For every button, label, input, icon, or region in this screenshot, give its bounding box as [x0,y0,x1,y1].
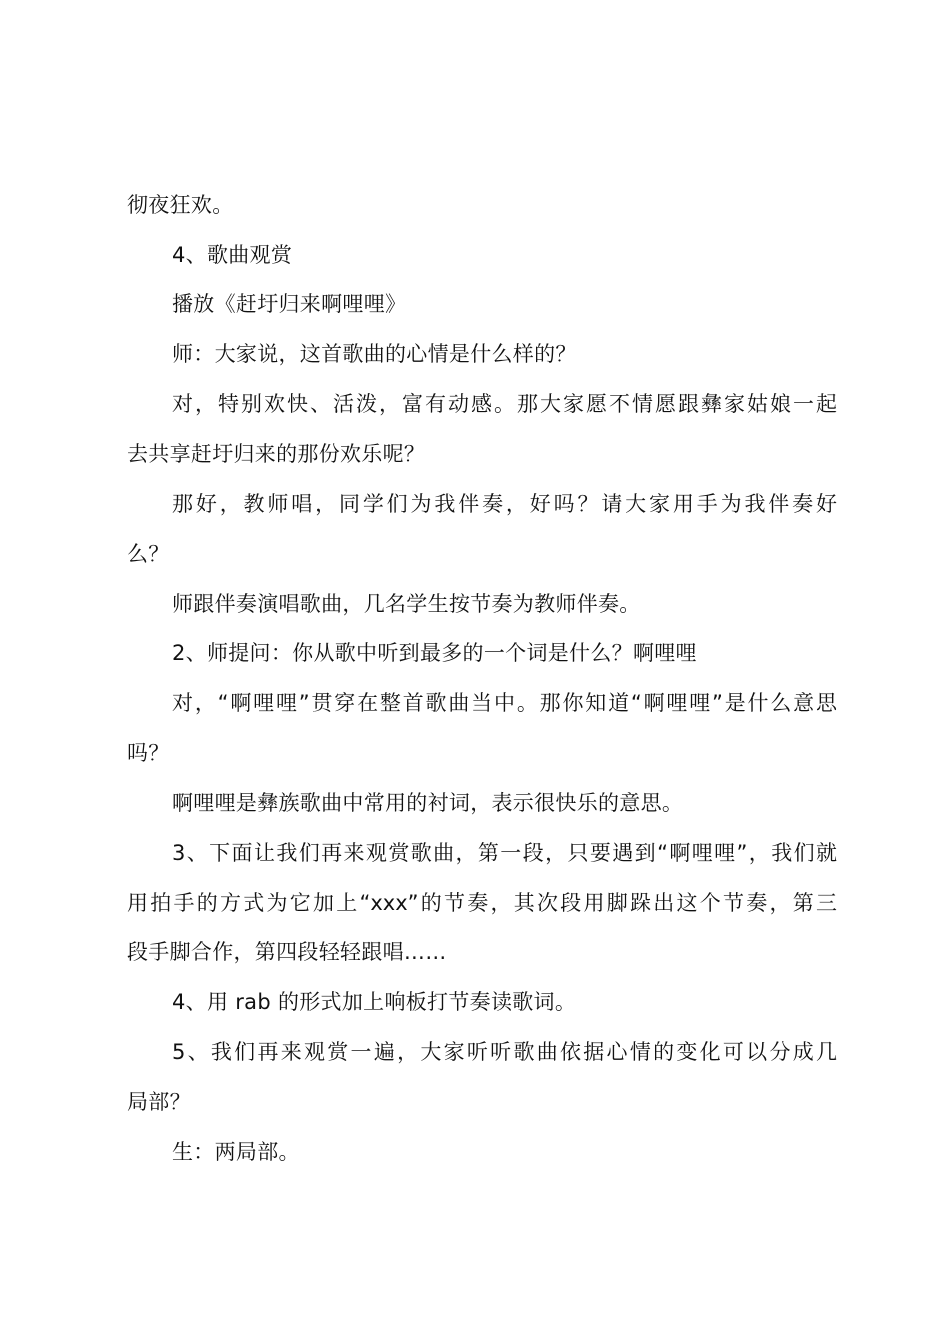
text-line-10: 2、师提问：你从歌中听到最多的一个词是什么？啊哩哩 [172,641,697,665]
text-line-2: 4、歌曲观赏 [172,243,293,267]
text-line-17: 4、用 rab 的形式加上响板打节奏读歌词。 [172,990,577,1014]
text-line-14: 3、下面让我们再来观赏歌曲，第一段，只要遇到“啊哩哩”，我们就 [172,841,837,865]
text-line-12: 吗？ [127,741,170,765]
text-line-9: 师跟伴奏演唱歌曲，几名学生按节奏为教师伴奏。 [172,592,641,616]
text-line-18: 5、我们再来观赏一遍，大家听听歌曲依据心情的变化可以分成几 [172,1040,837,1064]
text-line-16: 段手脚合作，第四段轻轻跟唱…… [127,940,447,964]
text-line-7: 那好，教师唱，同学们为我伴奏，好吗？请大家用手为我伴奏好 [172,492,837,516]
text-line-19: 局部？ [127,1090,191,1114]
text-line-13: 啊哩哩是彝族歌曲中常用的衬词，表示很快乐的意思。 [172,791,684,815]
text-line-3: 播放《赶圩归来啊哩哩》 [172,292,407,316]
text-line-4: 师：大家说，这首歌曲的心情是什么样的？ [172,342,577,366]
text-line-15: 用拍手的方式为它加上“xxx”的节奏，其次段用脚跺出这个节奏，第三 [127,891,837,915]
text-line-20: 生：两局部。 [172,1140,300,1164]
text-line-11: 对，“啊哩哩”贯穿在整首歌曲当中。那你知道“啊哩哩”是什么意思 [172,691,837,715]
text-line-1: 彻夜狂欢。 [127,193,234,217]
text-line-8: 么？ [127,542,170,566]
text-line-5: 对，特别欢快、活泼，富有动感。那大家愿不情愿跟彝家姑娘一起 [172,392,837,416]
text-line-6: 去共享赶圩归来的那份欢乐呢？ [127,442,426,466]
